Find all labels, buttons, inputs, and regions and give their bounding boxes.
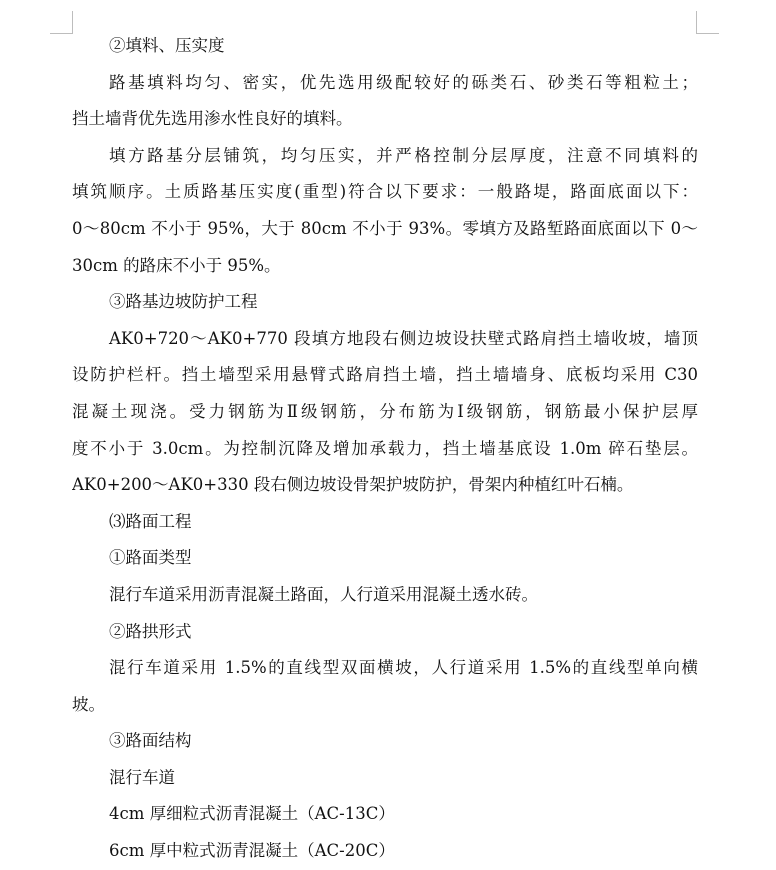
paragraph-line: 填方路基分层铺筑，均匀压实，并严格控制分层厚度，注意不同填料的: [109, 145, 698, 165]
heading-crown-form: ②路拱形式: [109, 621, 192, 641]
paragraph-line: AK0+720～AK0+770 段填方地段右侧边坡设扶壁式路肩挡土墙收坡，墙顶: [109, 328, 698, 348]
heading-slope-protection: ③路基边坡防护工程: [109, 292, 258, 312]
paragraph-line: 填筑顺序。土质路基压实度(重型)符合以下要求：一般路堤，路面底面以下：: [72, 182, 698, 202]
paragraph-line: 0～80cm 不小于 95%，大于 80cm 不小于 93%。零填方及路堑路面底面以下 0～: [72, 218, 698, 238]
paragraph-line: 混凝土现浇。受力钢筋为Ⅱ级钢筋，分布筋为Ⅰ级钢筋，钢筋最小保护层厚: [72, 401, 698, 421]
paragraph-line: 设防护栏杆。挡土墙型采用悬臂式路肩挡土墙，挡土墙墙身、底板均采用 C30: [72, 365, 698, 385]
heading-pavement-structure: ③路面结构: [109, 731, 192, 751]
paragraph-line: 挡土墙背优先选用渗水性良好的填料。: [72, 109, 353, 129]
paragraph-line: 坡。: [72, 694, 105, 714]
heading-pavement-works: ⑶路面工程: [109, 511, 192, 531]
margin-mark-top-right: [696, 11, 719, 34]
paragraph-line: AK0+200～AK0+330 段右侧边坡设骨架护坡防护，骨架内种植红叶石楠。: [72, 475, 634, 495]
paragraph-line: 30cm 的路床不小于 95%。: [72, 255, 281, 275]
paragraph-line: 度不小于 3.0cm。为控制沉降及增加承载力，挡土墙基底设 1.0m 碎石垫层。: [72, 438, 698, 458]
paragraph-line: 混行车道采用 1.5%的直线型双面横坡，人行道采用 1.5%的直线型单向横: [109, 658, 698, 678]
document-body: [72, 28, 698, 870]
margin-mark-top-left: [50, 11, 73, 34]
paragraph-line: 4cm 厚细粒式沥青混凝土（AC-13C）: [109, 804, 395, 824]
paragraph-line: 6cm 厚中粒式沥青混凝土（AC-20C）: [109, 841, 395, 861]
paragraph-line: 混行车道: [109, 767, 175, 787]
paragraph-line: 混行车道采用沥青混凝土路面，人行道采用混凝土透水砖。: [109, 584, 538, 604]
heading-fill-compaction: ②填料、压实度: [109, 36, 225, 55]
heading-pavement-type: ①路面类型: [109, 548, 192, 568]
paragraph-line: 路基填料均匀、密实，优先选用级配较好的砾类石、砂类石等粗粒土；: [109, 72, 698, 92]
